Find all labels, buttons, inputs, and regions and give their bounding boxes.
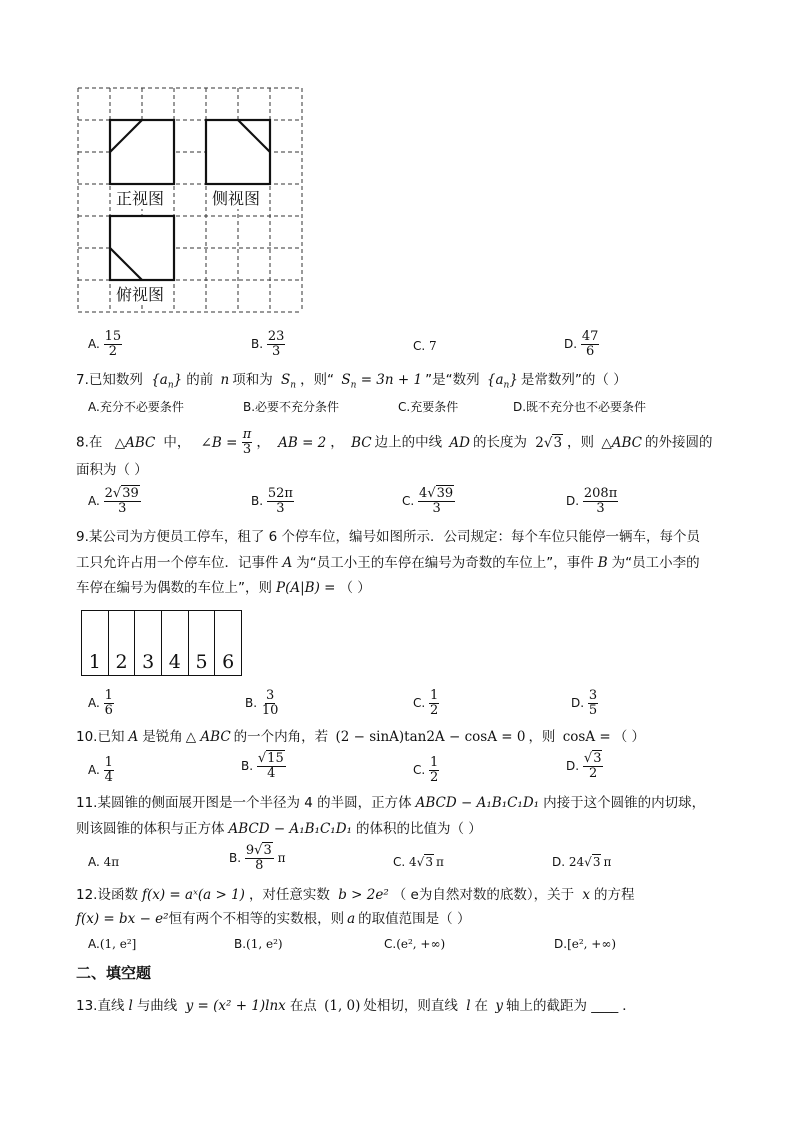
side-view-label: 侧视图 <box>210 186 262 209</box>
q9-stem-line2: 工只允许占用一个停车位．记事件 A 为“员工小王的车停在编号为奇数的车位上”，事件 B 为“员工小李的 <box>76 555 700 571</box>
q6-option-c[interactable]: C. 7 <box>413 339 437 353</box>
parking-slot: 6 <box>222 651 235 673</box>
q12-stem-line2: f(x) = bx − e²恒有两个不相等的实数根，则 a 的取值范围是（ ） <box>76 911 471 927</box>
q9-option-d[interactable]: D. $\frac{3}{5}$ <box>571 688 598 718</box>
q10-option-b[interactable]: B. $\frac{√15}{4}$ <box>241 751 284 781</box>
top-view-shape <box>110 216 174 280</box>
parking-slot: 2 <box>109 611 136 675</box>
q7-option-d[interactable]: D.既不充分也不必要条件 <box>513 400 647 414</box>
q7-stem: 7.已知数列 $\{a_n\}$ 的前 n 项和为 $S_n$ ，则“ $S_n = 3n + 1$ ”是“数列 $\{a_n\}$ 是常数列”的（ ） <box>76 372 627 391</box>
q11-stem-line2: 则该圆锥的体积与正方体 ABCD − A₁B₁C₁D₁ 的体积的比值为（ ） <box>76 821 482 837</box>
q11-option-d[interactable]: D. 24√3 π <box>552 855 612 869</box>
q9-option-a[interactable]: A. $\frac{1}{6}$ <box>88 688 113 718</box>
q8-option-b[interactable]: B. $\frac{52\pi}{3}$ <box>251 486 293 516</box>
parking-slots <box>81 610 242 676</box>
q12-option-c[interactable]: C.(e², +∞) <box>384 937 446 951</box>
parking-slot: 5 <box>189 611 216 675</box>
q6-option-b[interactable]: B. $\frac{23}{3}$ <box>251 329 285 359</box>
q8-option-c[interactable]: C. $\frac{4√39}{3}$ <box>402 486 454 516</box>
three-view-figure <box>76 86 306 316</box>
q12-option-b[interactable]: B.(1, e²) <box>234 937 283 951</box>
q11-option-a[interactable]: A. 4π <box>88 855 120 869</box>
q10-option-c[interactable]: C. $\frac{1}{2}$ <box>413 755 439 785</box>
q12-option-d[interactable]: D.[e², +∞) <box>554 937 617 951</box>
q9-stem-line1: 9.某公司为方便员工停车，租了 6 个停车位，编号如图所示．公司规定：每个车位只能停一辆车，每个员 <box>76 529 701 545</box>
parking-slot: 1 <box>82 611 109 675</box>
q7-option-a[interactable]: A.充分不必要条件 <box>88 400 184 414</box>
q10-option-d[interactable]: D. $\frac{√3}{2}$ <box>566 751 602 781</box>
q9-option-b[interactable]: B. $\frac{3}{10}$ <box>245 688 279 718</box>
q10-option-a[interactable]: A. $\frac{1}{4}$ <box>88 755 113 785</box>
side-view-shape <box>206 120 270 184</box>
q12-stem-line1: 12.设函数 f(x) = aˣ(a > 1) ，对任意实数 b > 2e² （ e为自然对数的底数），关于 x 的方程 <box>76 887 635 903</box>
answer-blank[interactable]: ____ <box>591 998 619 1014</box>
q6-option-d[interactable]: D. $\frac{47}{6}$ <box>564 329 599 359</box>
front-view-shape <box>110 120 174 184</box>
q9-option-c[interactable]: C. $\frac{1}{2}$ <box>413 688 439 718</box>
top-view-label: 俯视图 <box>114 282 166 305</box>
q12-option-a[interactable]: A.(1, e²] <box>88 937 137 951</box>
q7-option-b[interactable]: B.必要不充分条件 <box>243 400 340 414</box>
front-view-label: 正视图 <box>114 186 166 209</box>
q13-stem: 13.直线 l 与曲线 y = (x² + 1)lnx 在点 (1, 0) 处相切，则直线 l 在 y 轴上的截距为 ____ ． <box>76 998 636 1014</box>
section-heading: 二、填空题 <box>76 964 152 982</box>
parking-slot: 4 <box>162 611 189 675</box>
q10-stem: 10.已知 A 是锐角 △ ABC 的一个内角，若 (2 − sinA)tan2A − cosA = 0 ，则 cosA = （ ） <box>76 729 645 745</box>
q9-stem-line3: 车停在编号为偶数的车位上”，则 P(A|B) = （ ） <box>76 580 371 596</box>
q11-option-c[interactable]: C. 4√3 π <box>393 855 444 869</box>
q8-option-d[interactable]: D. $\frac{208\pi}{3}$ <box>566 486 618 516</box>
q8-option-a[interactable]: A. $\frac{2√39}{3}$ <box>88 486 139 516</box>
q8-stem-line1: 8.在 △ABC 中， ∠B = $\frac{\pi}{3}$ ， AB = 2 ， BC 边上的中线 AD 的长度为 2√3 ，则 △ABC 的外接圆的 <box>76 427 713 457</box>
parking-slot: 3 <box>135 611 162 675</box>
q11-option-b[interactable]: B. $\frac{9√3}{8}$ π <box>229 843 286 873</box>
q11-stem-line1: 11.某圆锥的侧面展开图是一个半径为 4 的半圆，正方体 ABCD − A₁B₁C₁D₁ 内接于这个圆锥的内切球， <box>76 795 706 811</box>
q7-option-c[interactable]: C.充要条件 <box>398 400 459 414</box>
q6-option-a[interactable]: A. $\frac{15}{2}$ <box>88 329 122 359</box>
q8-stem-line2: 面积为（ ） <box>76 462 148 478</box>
